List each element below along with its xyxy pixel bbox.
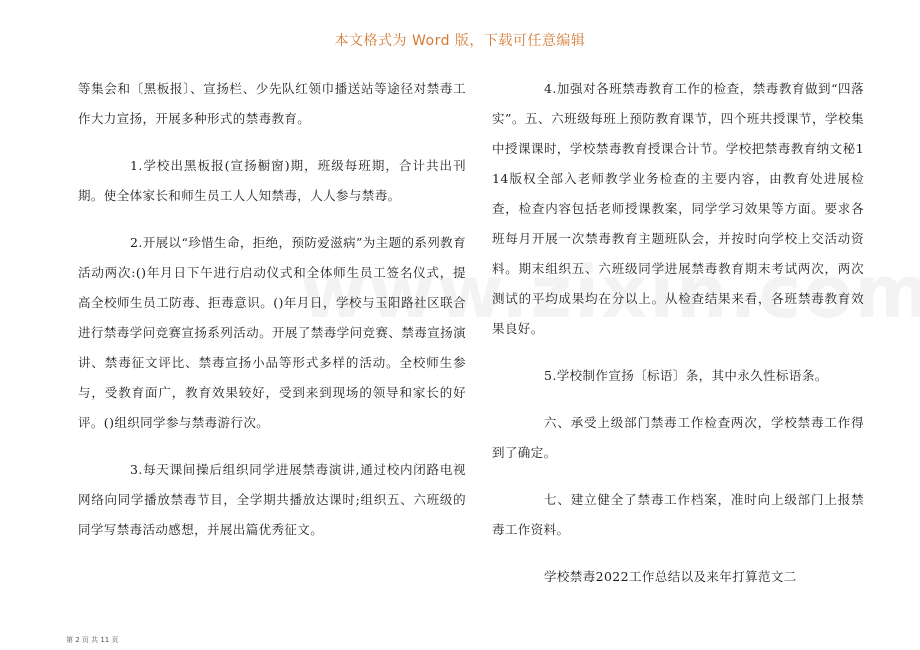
next-article-title: 学校禁毒2022工作总结以及来年打算范文二 [544,569,797,584]
paragraph-item-5: 5.学校制作宣扬〔标语〕条，其中永久性标语条。 [544,368,828,383]
paragraph-section-6: 六、承受上级部门禁毒工作检查两次，学校禁毒工作得到了确定。 [492,415,864,460]
paragraph-continuation: 等集会和〔黑板报〕、宣扬栏、少先队红领巾播送站等途径对禁毒工作大力宣扬，开展多种形式的禁毒教育。 [78,81,466,126]
paragraph-item-4: 4.加强对各班禁毒教育工作的检查，禁毒教育做到“四落实”。五、六班级每班上预防教育课节，四个班共授课节，学校集中授课课时，学校禁毒教育授课合计节。学校把禁毒教育纳文秘114版权全部入老师教学业务检查的主要内容，由教育处进展检查，检查内容包括老师授课教案，同学学习效果等方面。要求各班每月开展一次禁毒教育主题班队会，并按时向学校上交活动资料。期末组织五、六班级同学进展禁毒教育期末考试两次，两次测试的平均成果均在分以上。从检查结果来看，各班禁毒教育效果良好。 [492,81,864,336]
paragraph-section-7: 七、建立健全了禁毒工作档案，准时向上级部门上报禁毒工作资料。 [492,492,864,537]
paragraph-item-1: 1.学校出黑板报(宣扬橱窗)期，班级每班期，合计共出刊期。使全体家长和师生员工人人知禁毒，人人参与禁毒。 [78,158,466,203]
right-column [492,74,864,596]
paragraph-item-2: 2.开展以“珍惜生命，拒绝，预防爱滋病”为主题的系列教育活动两次:()年月日下午进行启动仪式和全体师生员工签名仪式，提高全校师生员工防毒、拒毒意识。()年月日，学校与玉阳路社区联合进行禁毒学问竞赛宣扬系列活动。开展了禁毒学问竞赛、禁毒宣扬演讲、禁毒征文评比、禁毒宣扬小品等形式多样的活动。全校师生参与，受教育面广，教育效果较好，受到来到现场的领导和家长的好评。()组织同学参与禁毒游行次。 [78,235,466,430]
left-column [78,74,466,549]
page-number: 第 2 页 共 11 页 [66,636,119,644]
paragraph-item-3: 3.每天课间操后组织同学进展禁毒演讲,通过校内闭路电视网络向同学播放禁毒节目，全学期共播放达课时;组织五、六班级的同学写禁毒活动感想，并展出篇优秀征文。 [78,462,466,537]
format-banner: 本文格式为 Word 版，下载可任意编辑 [334,33,586,49]
